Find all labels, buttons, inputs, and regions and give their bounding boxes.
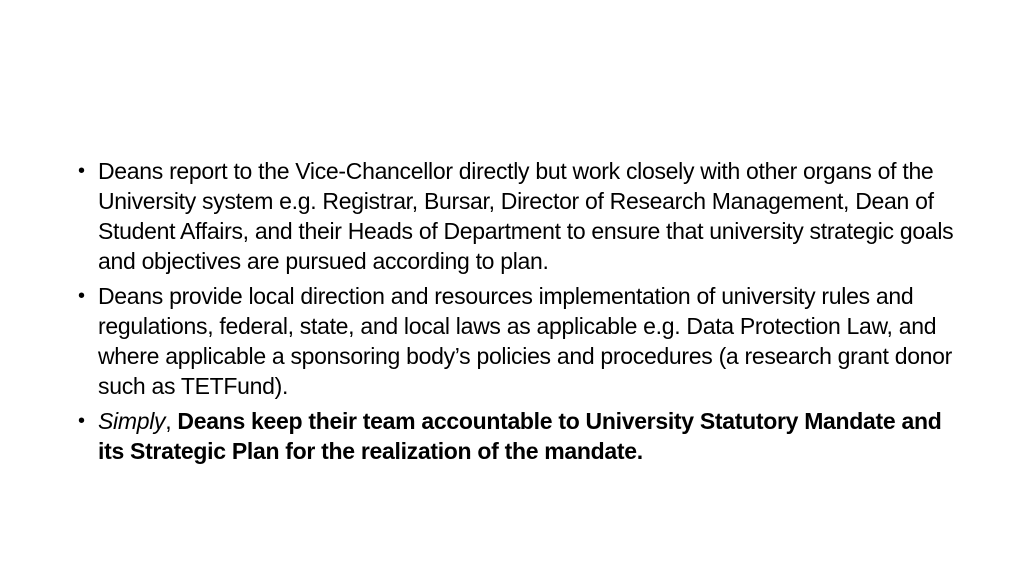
bullet-list <box>78 156 958 471</box>
bullet-separator: , <box>165 408 178 434</box>
bullet-dot-icon: • <box>78 285 85 307</box>
bullet-italic-text: Simply <box>98 408 166 434</box>
bullet-dot-icon: • <box>78 160 85 182</box>
bullet-text: Deans report to the Vice-Chancellor directly but work closely with other organs of the University system e.g. Registrar, Bursar, Director of Research Management, Dean of Student Affairs, and their Heads of Department to ensure that university strategic goals and objectives are pursued according to plan. <box>98 158 954 274</box>
bullet-text: Deans provide local direction and resources implementation of university rules and regulations, federal, state, and local laws as applicable e.g. Data Protection Law, and where applicable a sponsoring body’s policies and procedures (a research grant donor such as TETFund). <box>98 283 953 399</box>
bullet-dot-icon: • <box>78 410 85 432</box>
bullet-bold-text: Deans keep their team accountable to University Statutory Mandate and its Strategic Plan for the realization of the mandate. <box>98 408 942 464</box>
bullet-item-direction <box>78 281 958 401</box>
bullet-item-summary <box>78 406 958 466</box>
bullet-item-reporting <box>78 156 958 276</box>
